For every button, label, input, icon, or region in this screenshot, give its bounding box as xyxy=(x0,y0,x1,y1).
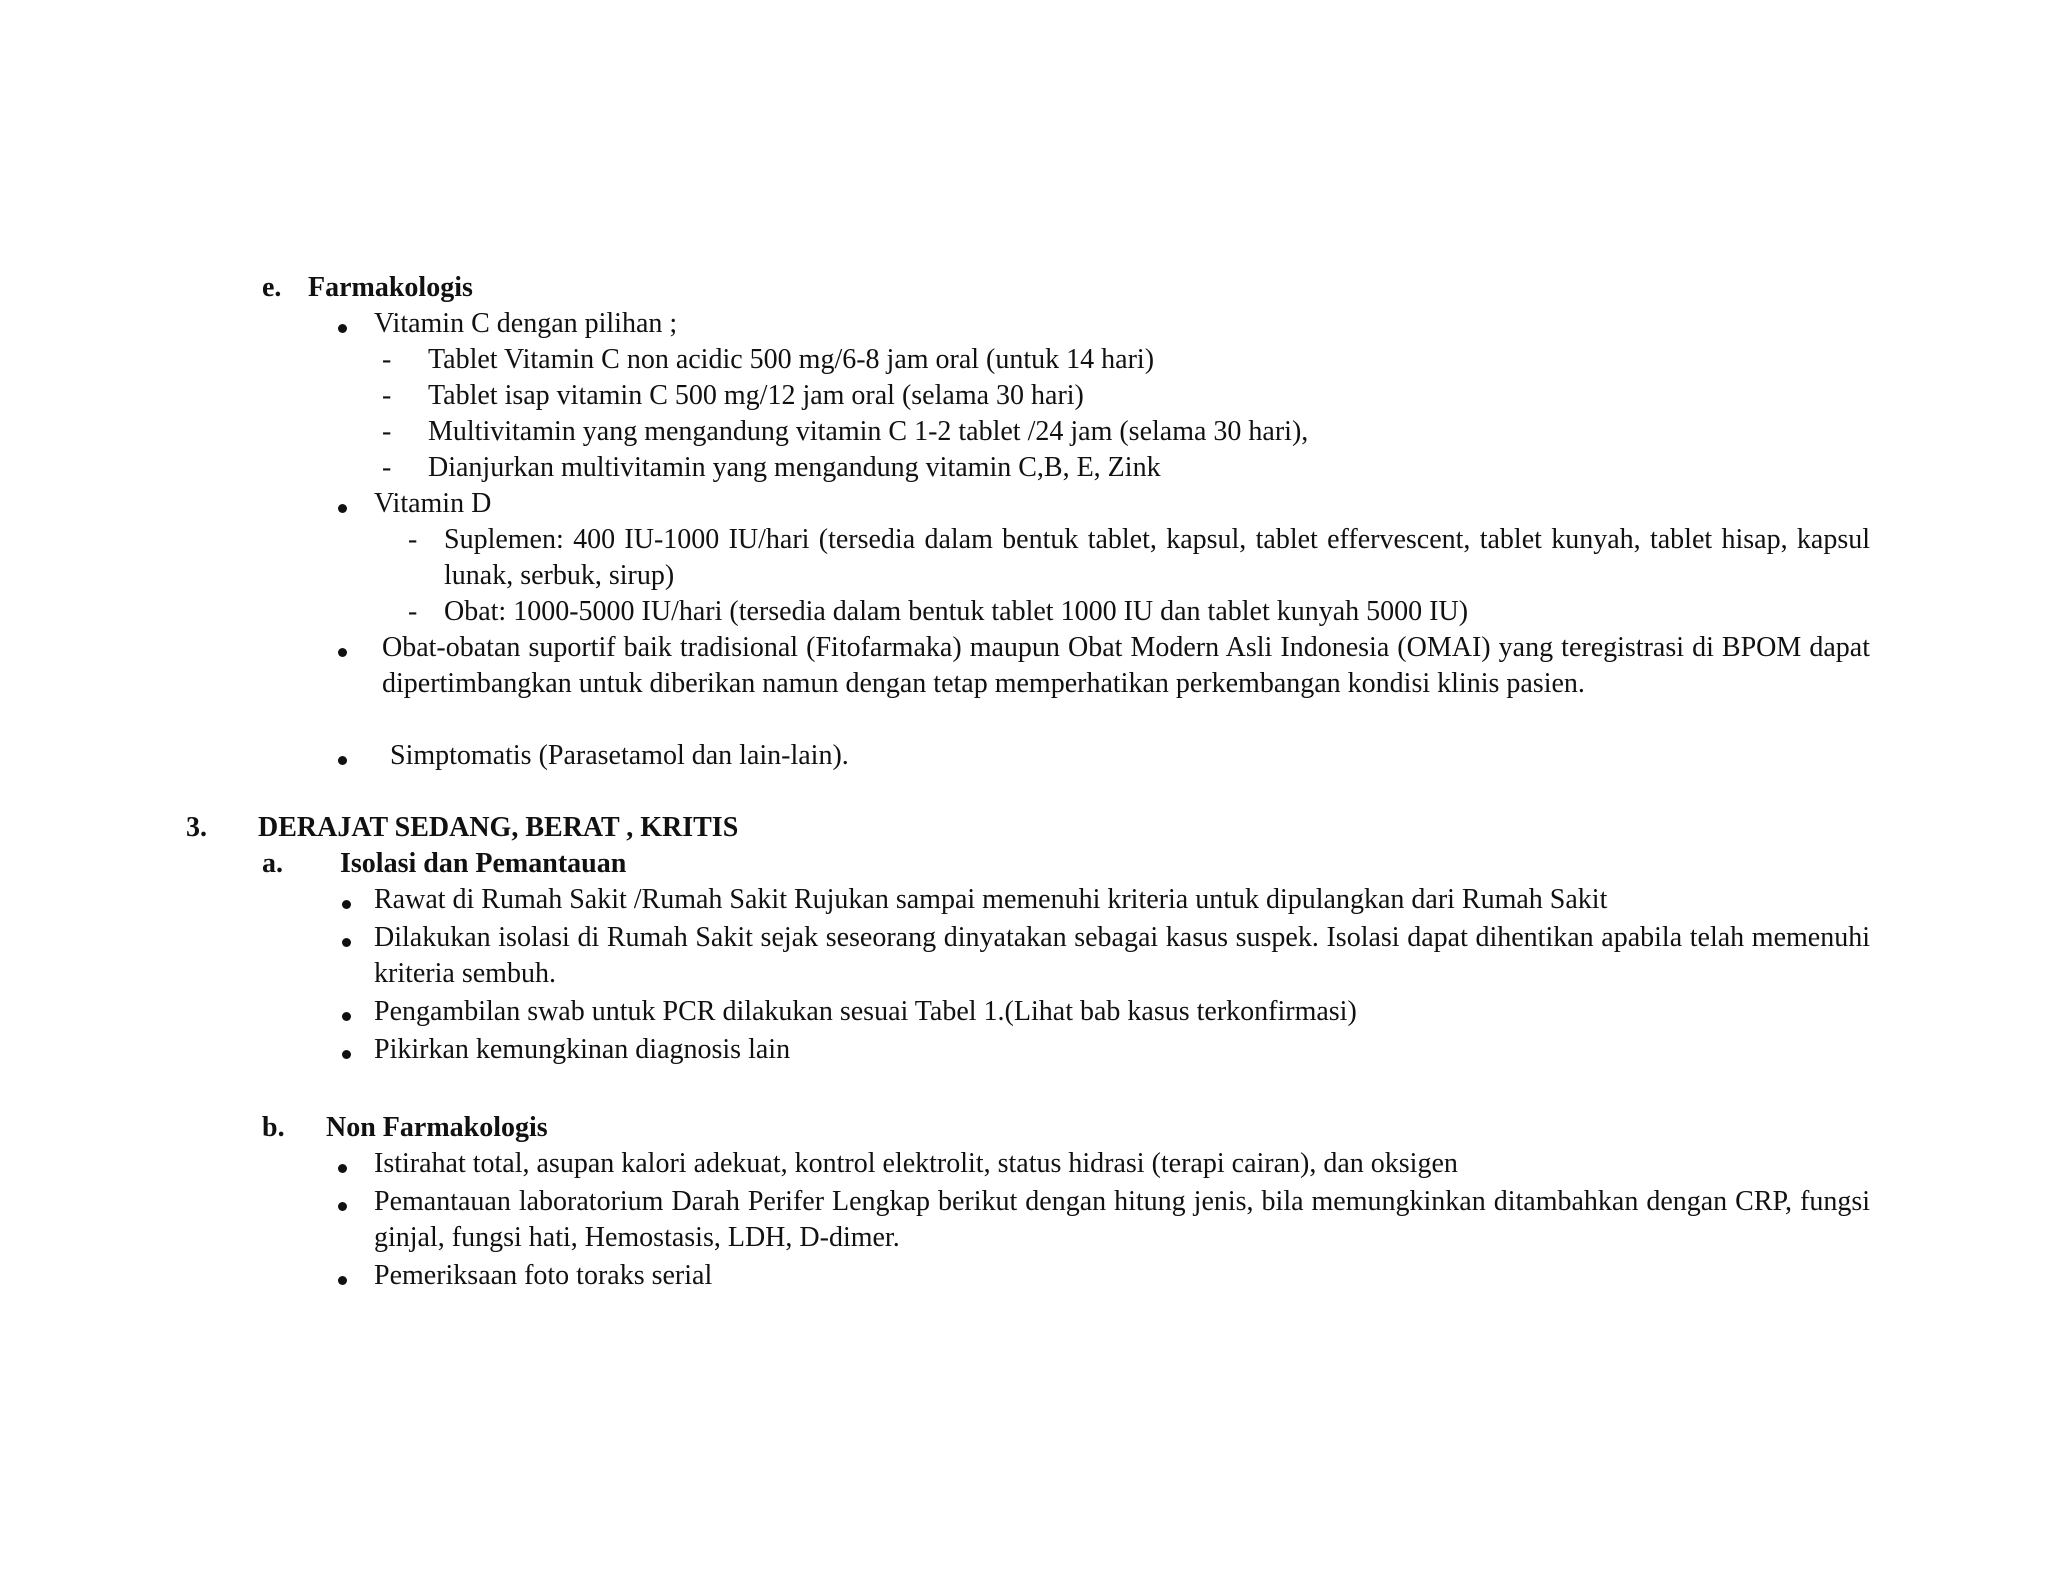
nonfarm-item: Pemeriksaan foto toraks serial xyxy=(374,1260,713,1291)
isolasi-item xyxy=(374,920,1870,992)
vitc-item: Multivitamin yang mengandung vitamin C 1-2 tablet /24 jam (selama 30 hari), xyxy=(428,416,1309,447)
vitc-item: Dianjurkan multivitamin yang mengandung vitamin C,B, E, Zink xyxy=(428,452,1161,483)
vitd-item: Obat: 1000-5000 IU/hari (tersedia dalam bentuk tablet 1000 IU dan tablet kunyah 5000 IU) xyxy=(444,596,1469,627)
dash-marker: - xyxy=(382,452,392,483)
bullet-icon xyxy=(338,1202,347,1211)
section-3b-title: Non Farmakologis xyxy=(326,1112,548,1143)
isolasi-item-text: Dilakukan isolasi di Rumah Sakit sejak seseorang dinyatakan sebagai kasus suspek. Isolasi dapat dihentikan apabila telah memenuhi kriteria sembuh. xyxy=(374,922,1870,989)
section-e-marker: e. xyxy=(262,272,282,303)
simptomatis-text: Simptomatis (Parasetamol dan lain-lain). xyxy=(390,740,849,771)
bullet-icon xyxy=(338,504,347,513)
bullet-icon xyxy=(342,938,351,947)
dash-marker: - xyxy=(382,380,392,411)
isolasi-item: Pengambilan swab untuk PCR dilakukan sesuai Tabel 1.(Lihat bab kasus terkonfirmasi) xyxy=(374,996,1357,1027)
dash-marker: - xyxy=(408,596,418,627)
vitd-item: Suplemen: 400 IU-1000 IU/hari (tersedia dalam bentuk tablet, kapsul, tablet effervescent, tablet kunyah, tablet hisap, kapsul lunak, serbuk, sirup) xyxy=(444,524,1870,591)
nonfarm-item: Istirahat total, asupan kalori adekuat, kontrol elektrolit, status hidrasi (terapi cairan), dan oksigen xyxy=(374,1148,1458,1179)
bullet-icon xyxy=(338,1164,347,1173)
bullet-icon xyxy=(342,1050,351,1059)
section-3b-marker: b. xyxy=(262,1112,285,1143)
nonfarm-item xyxy=(374,1184,1870,1256)
isolasi-item: Pikirkan kemungkinan diagnosis lain xyxy=(374,1034,791,1065)
nonfarm-item-text: Pemantauan laboratorium Darah Perifer Lengkap berikut dengan hitung jenis, bila memungkinkan ditambahkan dengan CRP, fungsi ginjal, fungsi hati, Hemostasis, LDH, D-dimer. xyxy=(374,1186,1870,1253)
section-3a-marker: a. xyxy=(262,848,283,879)
vitc-item: Tablet Vitamin C non acidic 500 mg/6-8 jam oral (untuk 14 hari) xyxy=(428,344,1155,375)
dash-marker: - xyxy=(382,416,392,447)
bullet-icon xyxy=(338,324,347,333)
section-3-title: DERAJAT SEDANG, BERAT , KRITIS xyxy=(258,812,739,843)
bullet-icon xyxy=(342,1012,351,1021)
section-3a-title: Isolasi dan Pemantauan xyxy=(340,848,627,879)
dash-marker: - xyxy=(408,524,418,555)
dash-marker: - xyxy=(382,344,392,375)
section-3-marker: 3. xyxy=(186,812,207,843)
bullet-icon xyxy=(342,900,351,909)
vitd-label: Vitamin D xyxy=(374,488,492,519)
isolasi-item: Rawat di Rumah Sakit /Rumah Sakit Rujukan sampai memenuhi kriteria untuk dipulangkan dari Rumah Sakit xyxy=(374,884,1608,915)
omai-text: Obat-obatan suportif baik tradisional (Fitofarmaka) maupun Obat Modern Asli Indonesia (OMAI) yang teregistrasi di BPOM dapat dipertimbangkan untuk diberikan namun dengan tetap memperhatikan perkembangan kondisi klinis pasien. xyxy=(382,632,1870,699)
bullet-icon xyxy=(338,756,347,765)
bullet-icon xyxy=(338,648,347,657)
vitc-label: Vitamin C dengan pilihan ; xyxy=(374,308,678,339)
section-e-title: Farmakologis xyxy=(308,272,473,303)
bullet-icon xyxy=(338,1276,347,1285)
vitc-item: Tablet isap vitamin C 500 mg/12 jam oral (selama 30 hari) xyxy=(428,380,1084,411)
